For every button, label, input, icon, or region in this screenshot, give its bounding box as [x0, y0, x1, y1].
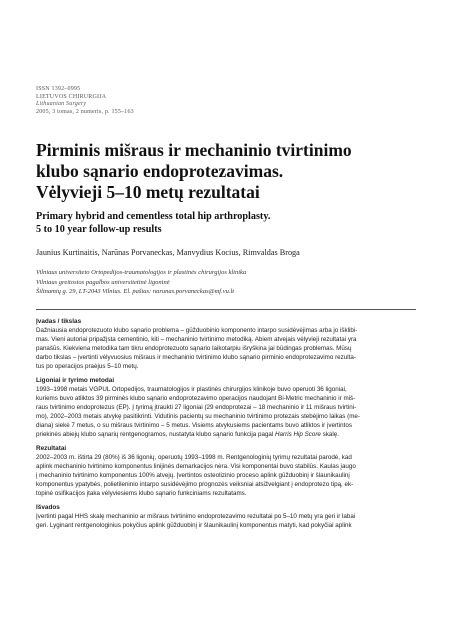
title-line: klubo sąnario endoprotezavimas.	[36, 161, 284, 182]
abstract-line: panašūs. Kiekviena metodika tam tikru endoprotezuoto sąnario laikotarpiu išryškina jai būdingas problemas. Mūsų	[36, 344, 352, 352]
abstract-line: į mechaninio tvirtinimo komponentus 100% atvejų. Įvertintos osteolizinio proceso aplink gūžduobinį ir šlaunikaulinį	[36, 471, 350, 479]
affiliation	[36, 268, 416, 297]
abstract-line: topinė osifikacijos įtaka vėlyviesiems klubo sąnario funkciniams rezultatams.	[36, 489, 247, 497]
abstract-line: tus po operacijos praėjus 5–10 metų.	[36, 362, 139, 370]
abstract-line: diana) siekė 7 metus, o su mišraus tvirtinimo – 5 metus. Visiems atvykusiems pacientams buvo atliktos ir įvertintos	[36, 421, 352, 429]
subtitle-line: Primary hybrid and cementless total hip arthroplasty.	[36, 211, 271, 223]
abstract-line: aplink mechaninio tvirtinimo komponentus linijinės demarkacijos nėra. Visi komponentai buvo stabilūs. Kaulas įaugo	[36, 462, 356, 470]
title-line: Pirminis mišraus ir mechaninio tvirtinimo	[36, 140, 352, 161]
abstract-line: komponentus ypatybės, polietileninio intarpo susidėvėjimo prognozės veiksniai atsižvelgiant į endoprotezo tipą, ek-	[36, 480, 354, 488]
abstract-line: mas. Vieni autoriai pripažįsta cementinio, kiti – mechaninio tvirtinimo metodiką. Abiem atvejais vėlyvieji rezultatai yra	[36, 335, 357, 343]
affiliation-line: Vilniaus universiteto Ortopedijos-traumatologijos ir plastinės chirurgijos klinika	[36, 269, 247, 277]
journal-issue: 2005, 3 tomas, 2 numeris, p. 155–163	[36, 108, 134, 115]
abstract-line: mo), 2002–2003 metais atvykę pasitikrinti. Vidutinis pacientų su mechaninio tvirtinimo protezais stebėjimo laikas (me-	[36, 412, 360, 420]
affiliation-line: Vilniaus greitosios pagalbos universitetinė ligoninė	[36, 278, 170, 286]
article-subtitle	[36, 211, 416, 236]
abstract-line: Dažniausia endoprotezuoto klubo sąnario problema – gūžduobinio komponento intarpo susidėvėjimas arba jo išklibi-	[36, 326, 358, 334]
title-line: Vėlyvieji 5–10 metų rezultatai	[36, 182, 260, 203]
abstract-line: 1993–1998 metais VGPUL Ortopedijos, traumatologijos ir plastinės chirurgijos klinikoje buvo operuoti 36 ligoniai,	[36, 385, 347, 393]
affiliation-line: Šiltnamių g. 29, LT-2043 Vilnius. El. paštas: narunas.porvaneckas@mf.vu.lt	[36, 288, 235, 296]
abstract-heading-results: Rezultatai	[36, 444, 67, 452]
journal-info	[36, 86, 416, 116]
abstract-text-italic: Harris Hip Score	[275, 430, 321, 438]
abstract-line: raus tvirtinimo endoprotezus (EP). Į tyrimą įtraukti 27 ligoniai (29 endoprotezai – 18 mechaninio ir 11 mišraus tvirtini-	[36, 403, 357, 411]
journal-issn: ISSN 1392–0995	[36, 86, 81, 92]
abstract-text: skalę.	[320, 430, 339, 438]
journal-name-en: Lithuanian Surgery	[36, 101, 87, 108]
abstract-text: priekinės abiejų klubo sąnarių rentgenogramos, nustatyta klubo sąnario funkcija pagal	[36, 430, 276, 438]
authors: Jaunius Kurtinaitis, Narūnas Porvaneckas, Manvydius Kocius, Rimvaldas Broga	[36, 248, 300, 258]
abstract-line: 2002–2003 m. ištirta 29 (80%) iš 36 ligonių, operuotų 1993–1998 m. Rentgenologinių tyrimų rezultatai parodė, kad	[36, 453, 352, 461]
abstract	[36, 317, 416, 530]
subtitle-line: 5 to 10 year follow-up results	[36, 223, 162, 235]
abstract-line: darbo tikslas – įvertinti vėlyvuosius mišraus ir mechaninio tvirtinimo klubo sąnario pirminio endoprotezavimo rezulta-	[36, 353, 356, 361]
divider	[36, 309, 416, 310]
abstract-line: kuriems buvo atliktos 39 pirminės klubo sąnario endoprotezavimo operacijos naudojant Bi-Metric mechaninio ir miš-	[36, 394, 356, 402]
abstract-line: Įvertinti pagal HHS skalę mechaninio ar mišraus tvirtinimo endoprotezavimo rezultatai po 5–10 metų yra geri ir labai	[36, 512, 356, 520]
abstract-heading-methods: Ligoniai ir tyrimo metodai	[36, 376, 115, 384]
abstract-heading-intro: Įvadas / tikslas	[36, 317, 82, 325]
article-title	[36, 140, 416, 203]
abstract-line: geri. Lyginant rentgenologinius pokyčius aplink gūžduobinį ir šlaunikaulinį komponentus matyti, kad pokyčiai aplink	[36, 521, 352, 529]
abstract-heading-conclusions: Išvados	[36, 503, 60, 511]
abstract-line-last	[36, 430, 416, 439]
journal-name: LIETUVOS CHIRURGIJA	[36, 93, 107, 100]
